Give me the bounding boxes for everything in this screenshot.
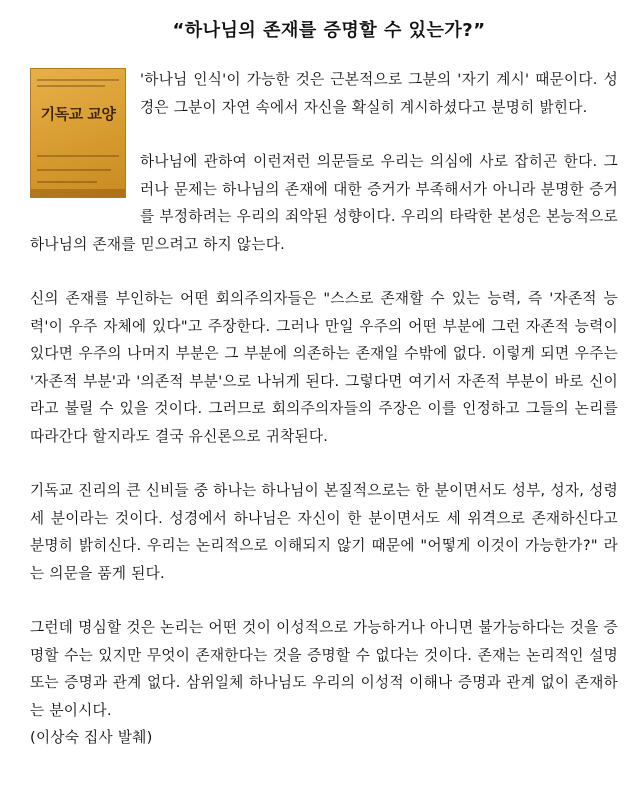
paragraph-1: '하나님 인식'이 가능한 것은 근본적으로 그분의 '자기 계시' 때문이다. 성경은 그분이 자연 속에서 자신을 확실히 계시하셨다고 분명히 밝힌다. [140, 71, 618, 116]
cover-decor-line [37, 79, 119, 81]
paragraph-2: 하나님에 관하여 이런저런 의문들로 우리는 의심에 사로 잡히곤 한다. 그러나 문제는 하나님의 존재에 대한 증거가 부족해서가 아니라 분명한 증거를 부정하려는 우리의 죄악된 성향이다. 우리의 타락한 본성은 본능적으로 하나님의 존재를 믿으려고 하지 않는다. [30, 153, 618, 253]
cover-decor-line [37, 181, 97, 183]
page-title: “하나님의 존재를 증명할 수 있는가?” [172, 20, 486, 41]
cover-decor-line [37, 169, 111, 171]
cover-decor-band [31, 189, 125, 197]
book-cover-image [30, 68, 126, 198]
signature: (이상숙 집사 발췌) [30, 729, 153, 746]
paragraph-5: 그런데 명심할 것은 논리는 어떤 것이 이성적으로 가능하거나 아니면 불가능하다는 것을 증명할 수는 있지만 무엇이 존재한다는 것을 증명할 수 없다는 것이다. 존재는 논리적인 설명 또는 증명과 관계 없다. 삼위일체 하나님도 우리의 이성적 이해나 증명과 관계 없이 존재하는 분이시다. [30, 619, 618, 719]
paragraph-4: 기독교 진리의 큰 신비들 중 하나는 하나님이 본질적으로는 한 분이면서도 성부, 성자, 성령 세 분이라는 것이다. 성경에서 하나님은 자신이 한 분이면서도 세 위격으로 존재하신다고 분명히 밝히신다. 우리는 논리적으로 이해되지 않기 때문에 "어떻게 이것이 가능한가?" 라는 의문을 품게 된다. [30, 482, 618, 582]
cover-decor-line [37, 85, 105, 87]
paragraph-3: 신의 존재를 부인하는 어떤 회의주의자들은 "스스로 존재할 수 있는 능력, 즉 '자존적 능력'이 우주 자체에 있다"고 주장한다. 그러나 만일 우주의 어떤 부분에 그런 자존적 능력이 있다면 우주의 나머지 부분은 그 부분에 의존하는 존재일 수밖에 없다. 이렇게 되면 우주는 '자존적 부분'과 '의존적 부분'으로 나뉘게 된다. 그렇다면 여기서 자존적 부분이 바로 신이라고 불릴 수 있을 것이다. 그러므로 회의주의자들의 주장은 이를 인정하고 그들의 논리를 따라간다 할지라도 결국 유신론으로 귀착된다. [30, 290, 618, 445]
book-cover-title: 기독교 교양 [40, 105, 116, 123]
cover-decor-line [37, 155, 119, 157]
